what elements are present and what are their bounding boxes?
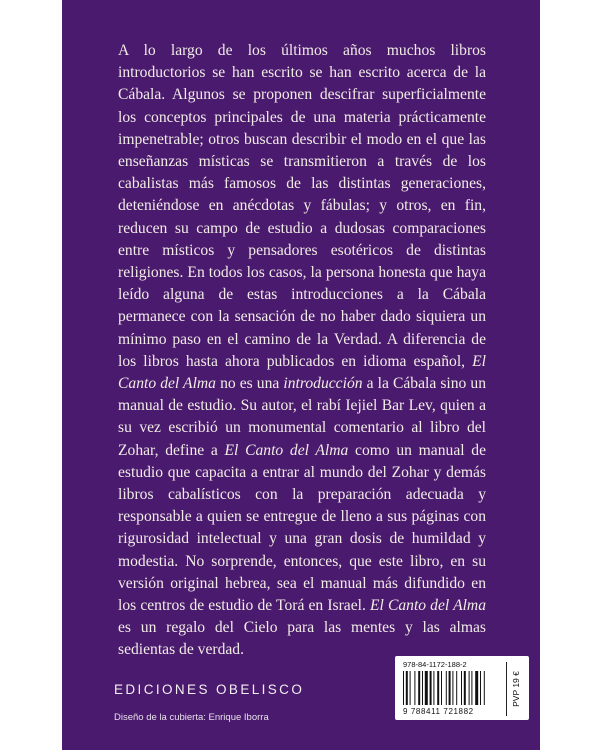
blurb-part-3: a la Cábala sino un manual de estudio. Su autor, el rabí Iejiel Bar Lev, quien a su vez escribió un monumental comentario al libro del Zohar, define a: [118, 375, 487, 459]
barcode-bar: [403, 671, 404, 705]
blurb-part-1: A lo largo de los últimos años muchos libros introductorios se han escrito se han escrito acerca de la Cábala. Algunos se proponen descifrar superficialmente los conceptos principales de una materia prácticamente impenetrable; otros buscan describir el modo en el que las enseñanzas místicas se transmitieron a través de los cabalistas más famosos de las distintas generaciones, deteniéndose en anécdotas y fábulas; y otros, en fin, reducen su campo de estudio a dudosas comparaciones entre místicos y pensadores esotéricos de distintas religiones. En todos los casos, la persona honesta que haya leído alguna de estas introducciones a la Cábala permanece con la sensación de no haber dado siquiera un mínimo paso en el camino de la Verdad. A diferencia de los libros hasta ahora publicados en idioma español,: [118, 42, 486, 370]
isbn-number: 978-84-1172-188-2: [403, 660, 467, 669]
introduccion-word: introducción: [283, 375, 363, 393]
barcode-bar: [484, 671, 485, 705]
blurb-part-2: no es una: [220, 375, 280, 393]
barcode-bar: [449, 671, 451, 705]
blurb-part-4: como un manual de estudio que capacita a entrar al mundo del Zohar y demás libros cabalísticos con la preparación adecuada y responsable a quien se entregue de lleno a sus páginas con rigurosidad intelectual y una gran dosis de humildad y modestia. No sorprende, entonces, que este libro, en su versión original hebrea, sea el manual más difundido en los centros de estudio de Torá en Israel.: [118, 441, 486, 615]
blurb-part-5: es un regalo del Cielo para las mentes y las almas sedientas de verdad.: [118, 619, 486, 659]
barcode-bar: [433, 671, 434, 705]
barcode-bar: [456, 671, 457, 705]
barcode-bar: [406, 671, 408, 705]
barcode-bar: [414, 671, 415, 705]
barcode-bar: [422, 671, 423, 705]
barcode-bar: [437, 671, 439, 705]
barcode-bar: [480, 671, 481, 705]
barcode-bar: [471, 671, 472, 705]
book-title-2: El Canto del Alma: [224, 441, 349, 459]
book-title-3: El Canto del Alma: [369, 597, 486, 615]
barcode-bar: [446, 671, 447, 705]
barcode-bar: [418, 671, 420, 705]
barcode-icon: [403, 671, 503, 705]
barcode-bar: [441, 671, 442, 705]
barcode-bar: [475, 671, 478, 705]
ean-digits: 9 788411 721882: [403, 707, 474, 716]
barcode-bar: [464, 671, 466, 705]
barcode-bar: [430, 671, 432, 705]
barcode-bar: [469, 671, 470, 705]
barcode-bar: [410, 671, 411, 705]
blurb-text: [118, 40, 486, 662]
price-text: PVP 19 €: [511, 671, 521, 707]
price-label: [506, 662, 525, 716]
book-title-1: El Canto del Alma: [118, 352, 486, 393]
barcode-bar: [452, 671, 453, 705]
barcode-bar: [425, 671, 428, 705]
publisher-name: EDICIONES OBELISCO: [114, 682, 305, 697]
barcode-panel: [395, 656, 529, 720]
back-cover: [62, 0, 540, 750]
barcode-bar: [461, 671, 462, 705]
cover-design-credit: Diseño de la cubierta: Enrique Iborra: [114, 712, 269, 723]
